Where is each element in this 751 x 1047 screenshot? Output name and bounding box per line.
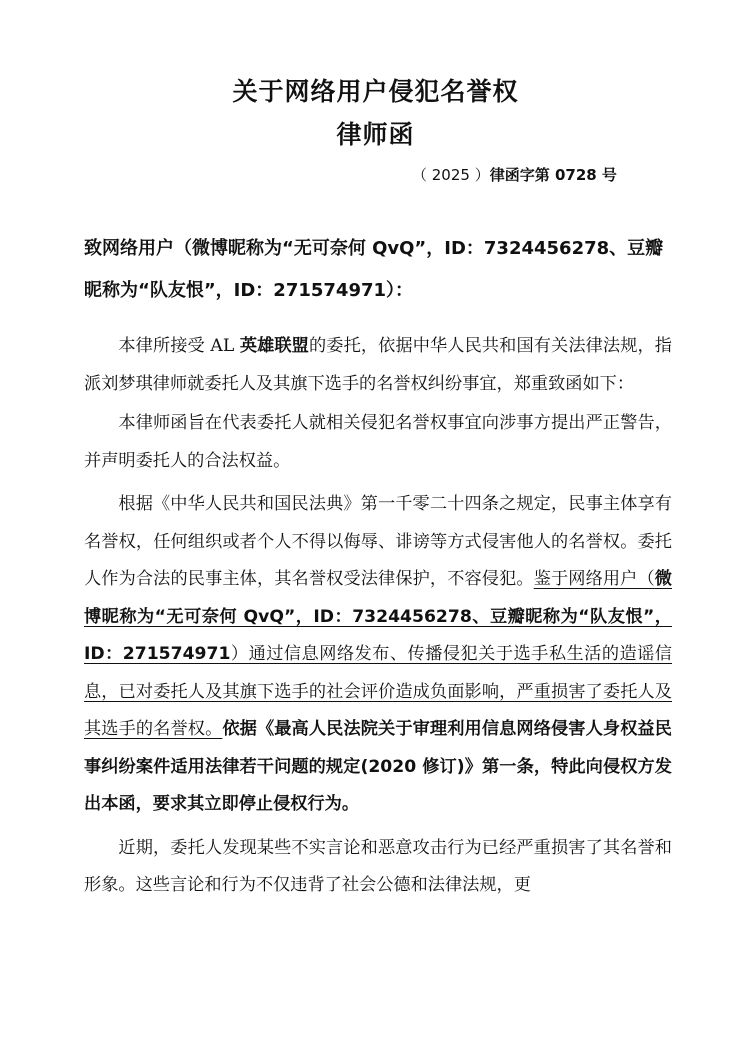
infringement-facts-end: ）通过信息网络发布、传播侵犯关于选手私生活的造谣信息，已对委托人及其旗下选手的社会评价造成负面影响，严重损害了委托人及其选手的名誉权。 <box>84 644 672 739</box>
paragraph-purpose: 本律师函旨在代表委托人就相关侵犯名誉权事宜向涉事方提出严正警告，并声明委托人的合法权益。 <box>84 413 672 471</box>
document-number <box>412 164 617 185</box>
infringement-facts-start: 鉴于网络用户（ <box>533 569 655 589</box>
client-name: 英雄联盟 <box>239 336 309 356</box>
cease-demand: 依据《最高人民法院关于审理利用信息网络侵害人身权益民事纠纷案件适用法律若干问题的规定(2020 修订)》第一条，特此向侵权方发出本函，要求其立即停止侵权行为。 <box>84 719 672 814</box>
document-number-serial: 律函字第 0728 号 <box>489 166 617 184</box>
letter-title: 关于网络用户侵犯名誉权 <box>232 77 519 106</box>
paragraph-engagement <box>84 328 672 403</box>
paragraph-legal-basis <box>84 486 672 824</box>
infringer-accounts: 微博昵称为“无可奈何 QvQ”，ID：7324456278、豆瓣昵称为“队友恨”，ID：271574971 <box>84 569 672 664</box>
paragraph-recent-findings: 近期，委托人发现某些不实言论和恶意攻击行为已经严重损害了其名誉和形象。这些言论和行为不仅违背了社会公德和法律法规，更 <box>84 837 672 895</box>
document-number-year: （ 2025 ） <box>412 166 490 184</box>
legal-basis-text: 根据《中华人民共和国民法典》第一千零二十四条之规定，民事主体享有名誉权，任何组织或者个人不得以侮辱、诽谤等方式侵害他人的名誉权。委托人作为合法的民事主体，其名誉权受法律保护，不容侵犯。 <box>84 494 672 589</box>
engagement-text-end: 的委托，依据中华人民共和国有关法律法规，指派刘梦琪律师就委托人及其旗下选手的名誉权纠纷事宜，郑重致函如下： <box>84 336 672 394</box>
addressee-line: 致网络用户（微博昵称为“无可奈何 QvQ”，ID：7324456278、豆瓣昵称为“队友恨”，ID：271574971）： <box>84 238 664 301</box>
letter-body <box>84 328 672 911</box>
engagement-text-start: 本律所接受 AL <box>118 336 240 356</box>
letter-subtitle: 律师函 <box>336 120 415 149</box>
